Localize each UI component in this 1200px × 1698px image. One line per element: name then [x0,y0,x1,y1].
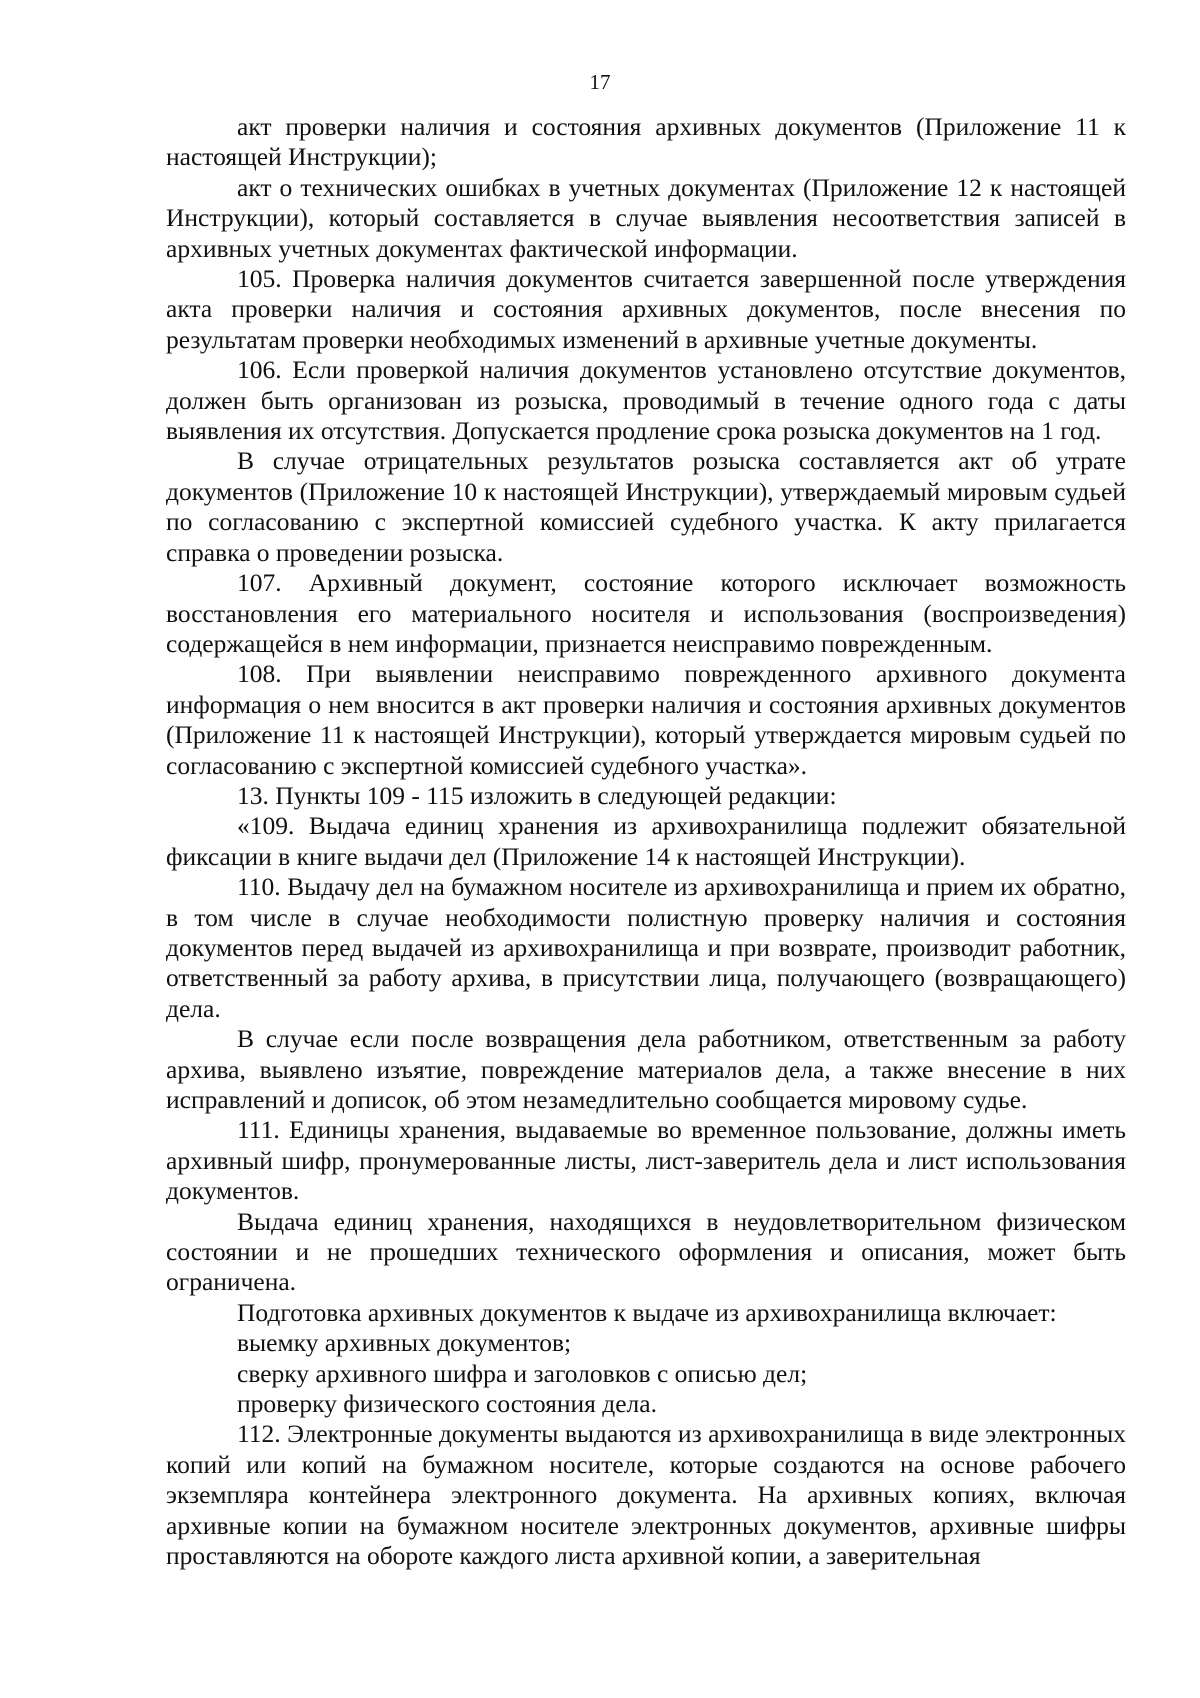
list-item-condition: проверку физического состояния дела. [237,1389,657,1419]
paragraph-act-check: акт проверки наличия и состояния архивных документов (Приложение 11 к настоящей Инструкции); [166,112,1126,172]
paragraph-111-limit: Выдача единиц хранения, находящихся в неудовлетворительном физическом состоянии и не прошедших технического оформления и описания, может быть ограничена. [166,1206,1126,1297]
paragraph-112: 112. Электронные документы выдаются из архивохранилища в виде электронных копий или копий на бумажном носителе, которые создаются на основе рабочего экземпляра контейнера электронного документа. На архивных копиях, включая архивные копии на бумажном носителе электронных документов, архивные шифры проставляются на обороте каждого листа архивной копии, а заверительная [166,1419,1126,1571]
paragraph-106: 106. Если проверкой наличия документов установлено отсутствие документов, должен быть организован из розыска, проводимый в течение одного года с даты выявления их отсутствия. Допускается продление срока розыска документов на 1 год. [166,355,1126,446]
paragraph-108: 108. При выявлении неисправимо поврежденного архивного документа информация о нем вносится в акт проверки наличия и состояния архивных документов (Приложение 11 к настоящей Инструкции), который утверждается мировым судьей по согласованию с экспертной комиссией судебного участка». [166,659,1126,780]
paragraph-13: 13. Пункты 109 - 115 изложить в следующей редакции: [237,780,837,810]
paragraph-preparation: Подготовка архивных документов к выдаче из архивохранилища включает: [237,1297,1057,1327]
paragraph-105: 105. Проверка наличия документов считается завершенной после утверждения акта проверки наличия и состояния архивных документов, после внесения по результатам проверки необходимых изменений в архивные учетные документы. [166,264,1126,354]
paragraph-110-return: В случае если после возвращения дела работником, ответственным за работу архива, выявлено изъятие, повреждение материалов дела, а также внесение в них исправлений и дописок, об этом незамедлительно сообщается мировому судье. [166,1024,1126,1114]
paragraph-109: «109. Выдача единиц хранения из архивохранилища подлежит обязательной фиксации в книге выдачи дел (Приложение 14 к настоящей Инструкции). [166,811,1126,871]
document-body [166,112,1126,1572]
paragraph-111: 111. Единицы хранения, выдаваемые во временное пользование, должны иметь архивный шифр, пронумерованные листы, лист-заверитель дела и лист использования документов. [166,1115,1126,1206]
list-item-verification: сверку архивного шифра и заголовков с описью дел; [237,1358,808,1388]
paragraph-110: 110. Выдачу дел на бумажном носителе из архивохранилища и прием их обратно, в том числе в случае необходимости полистную проверку наличия и состояния документов перед выдачей из архивохранилища и при возврате, производит работник, ответственный за работу архива, в присутствии лица, получающего (возвращающего) дела. [166,872,1126,1023]
paragraph-107: 107. Архивный документ, состояние которого исключает возможность восстановления его материального носителя и использования (воспроизведения) содержащейся в нем информации, признается неисправимо поврежденным. [166,568,1126,658]
paragraph-act-errors: акт о технических ошибках в учетных документах (Приложение 12 к настоящей Инструкции), который составляется в случае выявления несоответствия записей в архивных учетных документах фактической информации. [166,172,1126,263]
paragraph-106-loss: В случае отрицательных результатов розыска составляется акт об утрате документов (Приложение 10 к настоящей Инструкции), утверждаемый мировым судьей по согласованию с экспертной комиссией судебного участка. К акту прилагается справка о проведении розыска. [166,446,1126,567]
list-item-retrieval: выемку архивных документов; [237,1328,572,1358]
page-number: 17 [589,70,611,94]
